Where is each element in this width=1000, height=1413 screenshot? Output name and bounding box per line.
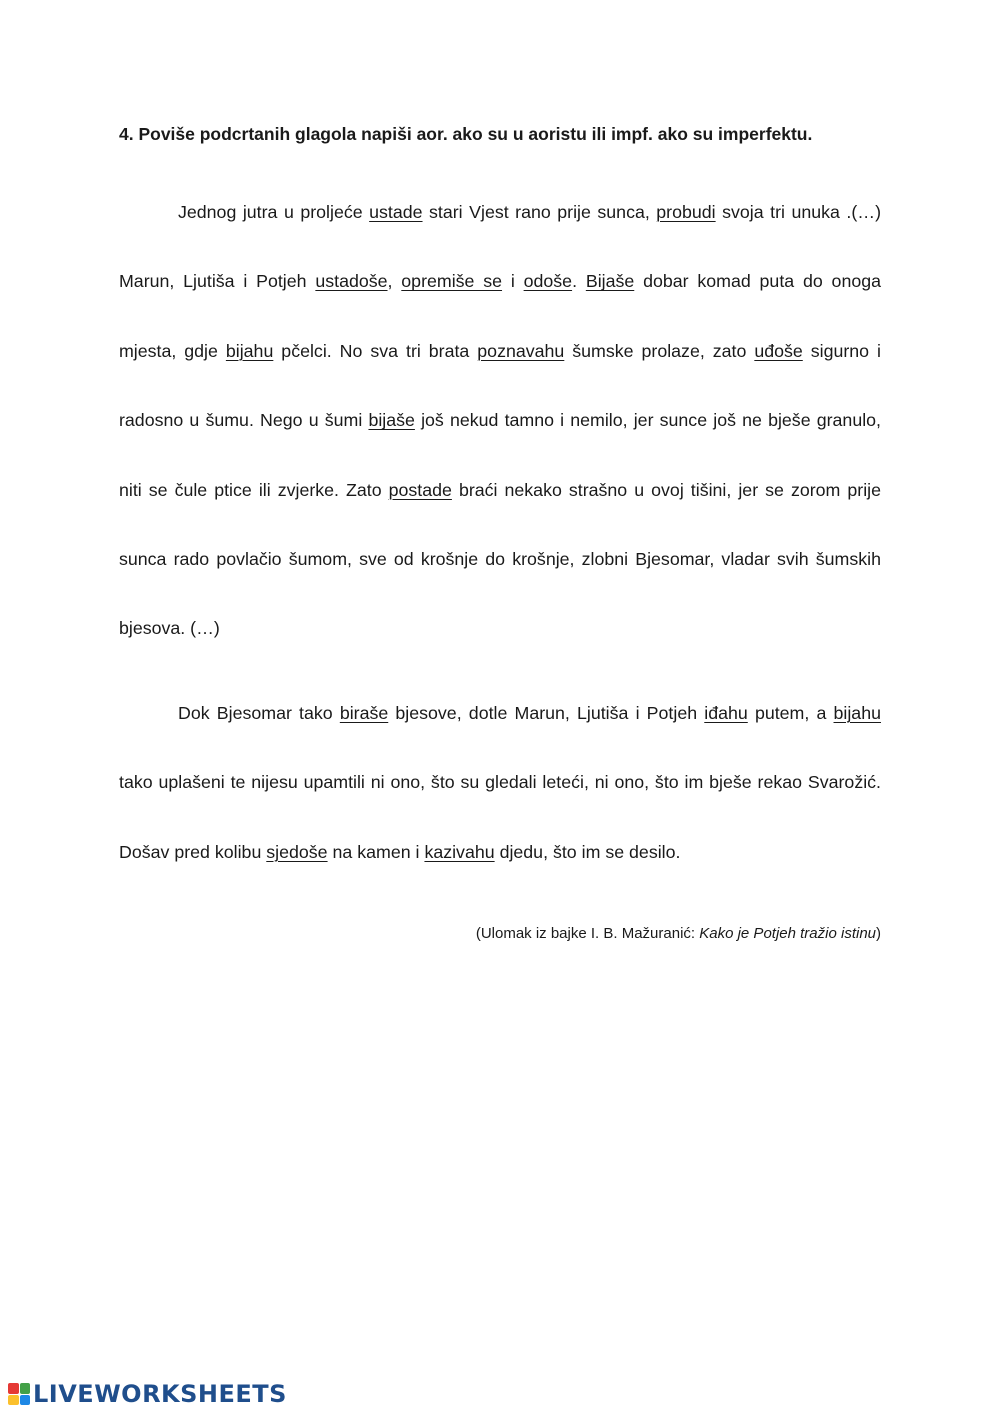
liveworksheets-logo-text: LIVEWORKSHEETS <box>33 1380 287 1408</box>
underlined-verb: biraše <box>339 703 389 723</box>
underlined-verb: kazivahu <box>424 841 495 862</box>
underlined-verb: sjedoše <box>266 841 328 862</box>
text-segment: , <box>387 271 402 292</box>
text-segment: putem, a <box>747 703 834 723</box>
underlined-verb: poznavahu <box>477 340 565 361</box>
text-segment: djedu, što im se desilo. <box>494 841 681 862</box>
underlined-verb: bijaše <box>368 410 415 431</box>
logo-square-2 <box>20 1383 31 1394</box>
text-segment: i <box>502 271 524 292</box>
source-citation <box>476 922 881 946</box>
underlined-verb: uđoše <box>754 340 803 361</box>
text-segment: pčelci. No sva tri brata <box>273 340 478 361</box>
underlined-verb: odoše <box>523 271 573 292</box>
logo-square-4 <box>20 1395 31 1406</box>
underlined-verb: postade <box>388 479 452 500</box>
text-segment: Dok Bjesomar tako <box>178 703 340 723</box>
text-segment: bjesove, dotle Marun, Ljutiša i Potjeh <box>388 703 705 723</box>
text-segment: dobar komad puta do onoga mjesta, gdje <box>119 271 881 361</box>
text-segment: još nekud tamno i nemilo, jer sunce još ne bješe granulo, niti se čule ptice ili zvjerke. Zato <box>119 410 881 500</box>
underlined-verb: bijahu <box>833 703 881 723</box>
text-segment: tako uplašeni te nijesu upamtili ni ono, što su gledali leteći, ni ono, što im bješe rekao Svarožić. Došav pred kolibu <box>119 772 881 862</box>
text-segment: stari Vjest rano prije sunca, <box>422 202 657 222</box>
logo-square-3 <box>8 1395 19 1406</box>
underlined-verb: probudi <box>656 202 716 222</box>
underlined-verb: iđahu <box>704 703 748 723</box>
underlined-verb: opremiše se <box>401 271 503 292</box>
underlined-verb: Bijaše <box>585 271 635 292</box>
underlined-verb: ustadoše <box>315 271 388 292</box>
underlined-verb: bijahu <box>225 340 274 361</box>
underlined-verb: ustade <box>369 202 423 222</box>
text-segment: svoja tri unuka .(…) Marun, Ljutiša i Potjeh <box>119 202 881 292</box>
story-paragraph-1 <box>119 178 881 664</box>
source-title: Kako je Potjeh tražio istinu <box>699 925 876 942</box>
text-segment: Jednog jutra u proljeće <box>178 202 370 222</box>
story-paragraph-2 <box>119 679 881 887</box>
exercise-heading: 4. Poviše podcrtanih glagola napiši aor. ako su u aoristu ili impf. ako su imperfektu. <box>119 124 813 144</box>
text-segment: braći nekako strašno u ovoj tišini, jer se zorom prije sunca rado povlačio šumom, sve od krošnje do krošnje, zlobni Bjesomar, vladar svih šumskih bjesova. (…) <box>119 479 881 639</box>
text-segment: sigurno i radosno u šumu. Nego u šumi <box>119 340 881 431</box>
liveworksheets-logo <box>8 1379 287 1409</box>
liveworksheets-logo-icon <box>8 1383 30 1405</box>
logo-square-1 <box>8 1383 19 1394</box>
source-suffix: ) <box>876 925 881 942</box>
text-segment: . <box>572 271 586 292</box>
text-segment: šumske prolaze, zato <box>564 340 755 361</box>
text-segment: na kamen i <box>327 841 425 862</box>
source-prefix: (Ulomak iz bajke I. B. Mažuranić: <box>475 925 700 942</box>
